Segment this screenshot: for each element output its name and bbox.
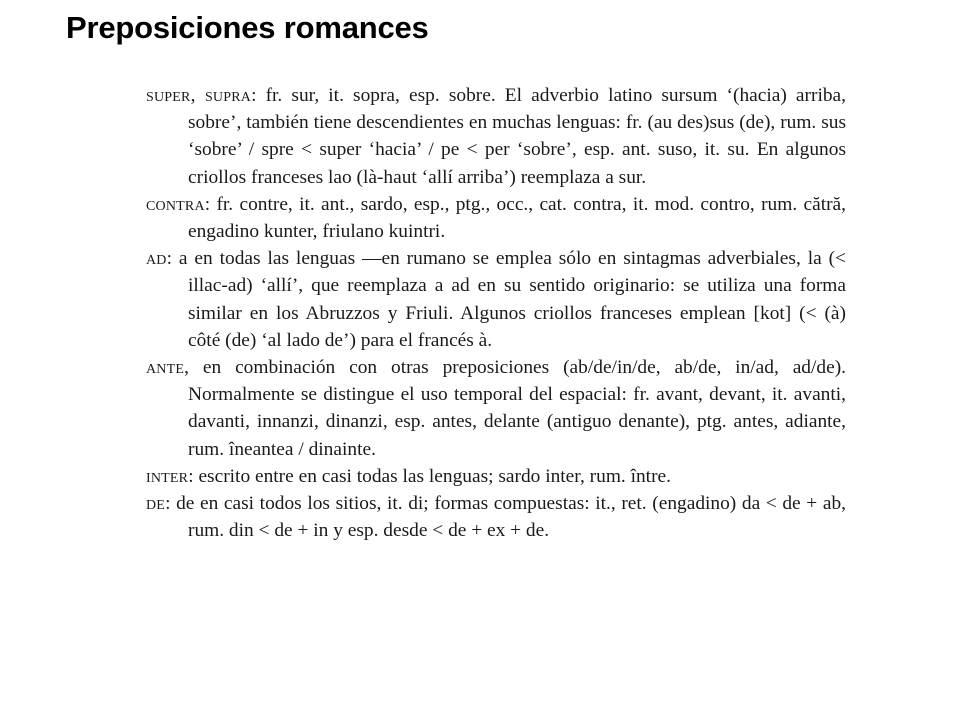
entry-head: inter [146,465,189,487]
entry-contra [146,191,846,245]
entry-head: super, supra [146,85,252,106]
preposition-list [146,82,846,544]
entry-head: ante [146,357,185,379]
entry-text: : fr. contre, it. ant., sardo, esp., ptg., occ., cat. contra, it. mod. contro, rum. cătră, engadino kunter, friulano kuintri. [188,193,846,243]
entry-ante [146,354,846,463]
entry-text: : a en todas las lenguas —en rumano se emplea sólo en sintagmas adverbiales, la (< illac-ad) ‘allí’, que reemplaza a ad en su sentido originario: se utiliza una forma similar en los Abruzzos y Friuli. Algunos criollos franceses emplean [kot] (< (à) côté (de) ‘al lado de’) para el francés à. [166,248,846,351]
entry-text: : de en casi todos los sitios, it. di; formas compuestas: it., ret. (engadino) da < de + ab, rum. din < de + in y esp. desde < de + ex + de. [165,493,846,542]
entry-de [146,490,846,544]
entry-super [146,82,846,191]
entry-head: ad [146,248,167,270]
slide-title: Preposiciones romances [66,10,429,45]
entry-ad [146,245,846,354]
entry-head: de [146,493,166,515]
scanned-text-image [138,76,854,686]
entry-text: : fr. sur, it. sopra, esp. sobre. El adverbio latino sursum ‘(hacia) arriba, sobre’, también tiene descendientes en muchas lenguas: fr. (au des)sus (de), rum. sus ‘sobre’ / spre < super ‘hacia’ / pe < per ‘sobre’, esp. ant. suso, it. su. En algunos criollos franceses lao (là-haut ‘allí arriba’) reemplaza a sur. [188,85,846,188]
entry-text: : escrito entre en casi todas las lenguas; sardo inter, rum. între. [188,465,671,487]
entry-head: contra [146,193,205,215]
entry-inter [146,463,846,490]
entry-text: , en combinación con otras preposiciones (ab/de/in/de, ab/de, in/ad, ad/de). Normalmente se distingue el uso temporal del espacial: fr. avant, devant, it. avanti, davanti, innanzi, dinanzi, esp. antes, delante (antiguo denante), ptg. antes, adiante, rum. îneantea / dinainte. [184,357,846,460]
